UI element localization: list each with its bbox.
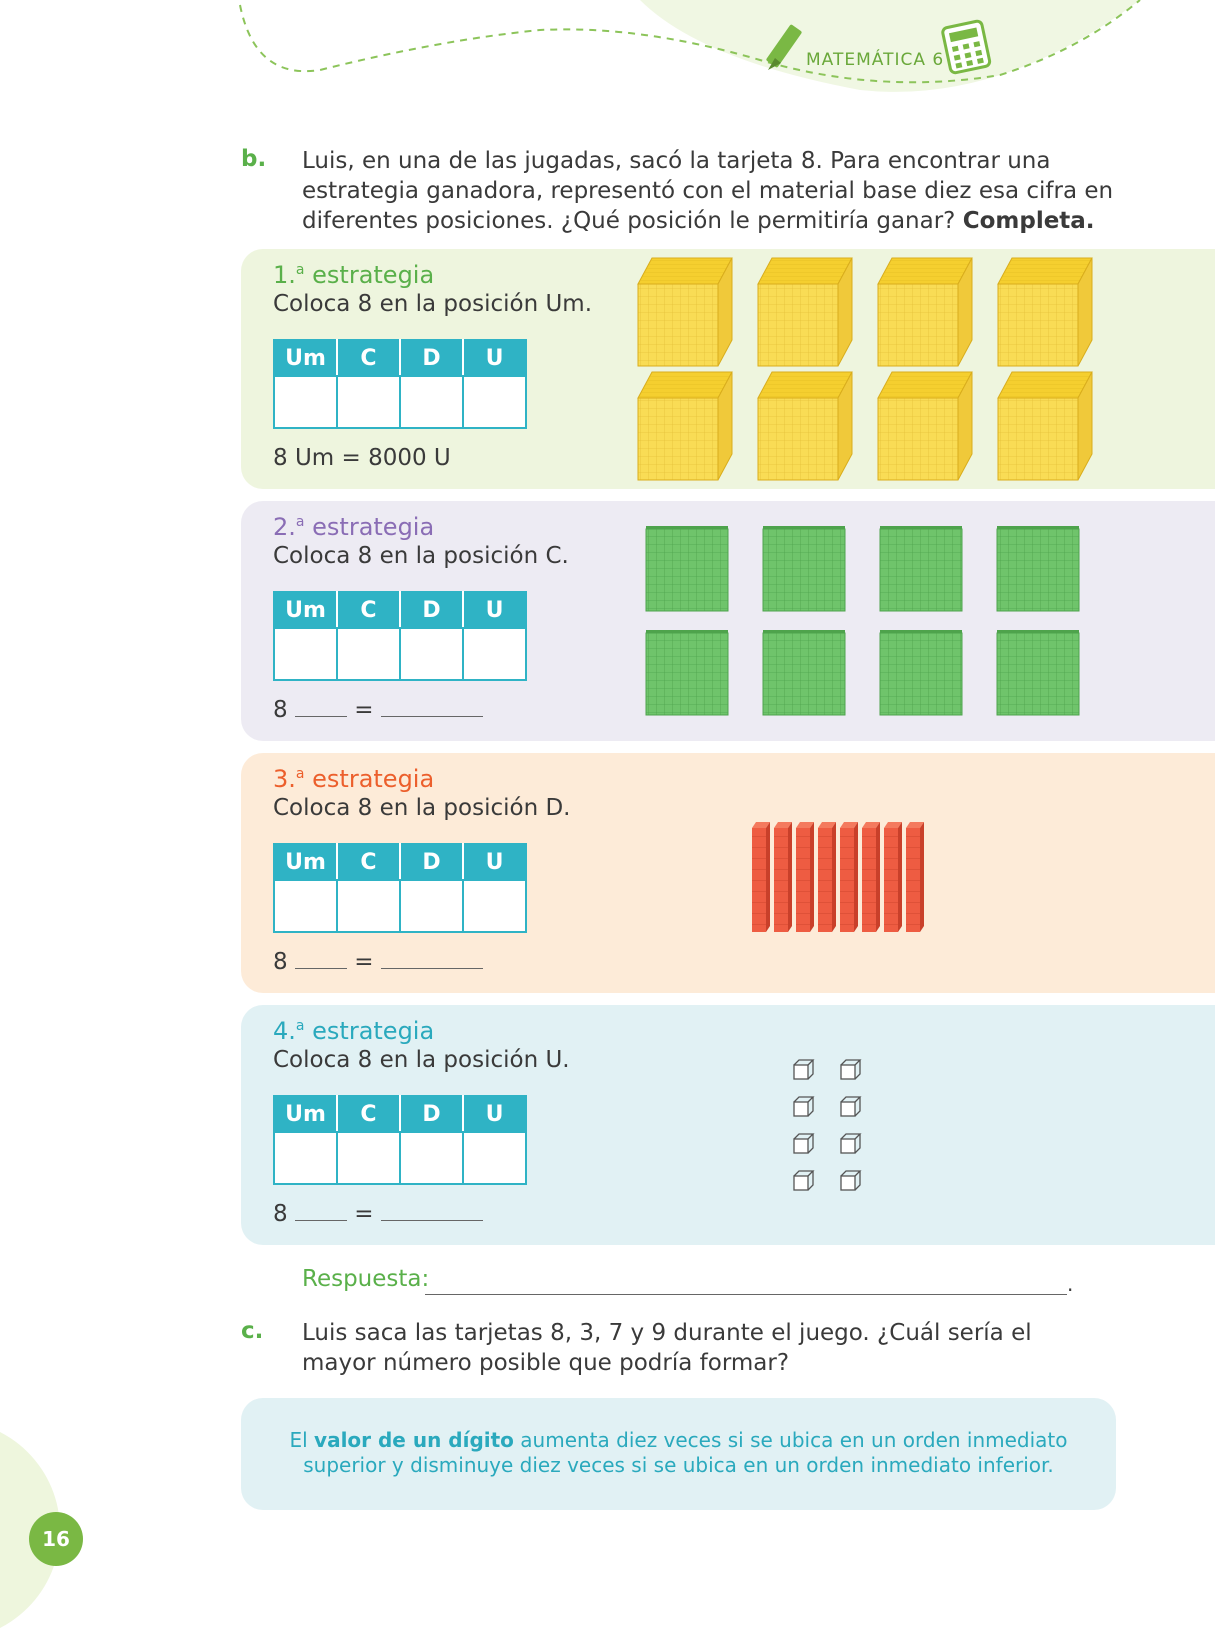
cell-um[interactable] [274,1132,337,1184]
strategy-instruction: Coloca 8 en la posición U. [273,1047,570,1073]
blank-unit[interactable] [295,700,347,717]
book-title: MATEMÁTICA 6 [806,50,945,70]
strategy-equation: 8 Um = 8000 U [273,445,451,471]
cell-d[interactable] [400,880,463,932]
place-value-table [273,1095,527,1185]
strategy-title: 2.$^a$ estrategia [273,513,435,541]
question-b-letter: b. [241,146,267,172]
cell-um[interactable] [274,880,337,932]
header-u: U [463,340,526,376]
cell-u[interactable] [463,376,526,428]
header-u: U [463,844,526,880]
cell-c[interactable] [337,880,400,932]
header-um: Um [274,340,337,376]
strategy-title: 3.$^a$ estrategia [273,765,435,793]
cell-um[interactable] [274,628,337,680]
cell-u[interactable] [463,628,526,680]
question-b-body: Luis, en una de las jugadas, sacó la tarjeta 8. Para encontrar una estrategia ganadora, representó con el material base diez esa cifra en diferentes posiciones. ¿Qué posición le permitiría ganar? [302,148,1114,234]
header-d: D [400,844,463,880]
header-d: D [400,340,463,376]
strategy-equation: 8 = [273,697,483,723]
info-text: El valor de un dígito aumenta diez veces si se ubica en un orden inmediato superior y disminuye diez veces si se ubica en un orden inmediato inferior. [289,1428,1068,1477]
calculator-icon [942,20,991,73]
cell-u[interactable] [463,880,526,932]
cell-d[interactable] [400,628,463,680]
cell-um[interactable] [274,376,337,428]
answer-label: Respuesta: [302,1266,430,1292]
place-value-table [273,843,527,933]
blank-value[interactable] [381,700,483,717]
page-number: 16 [29,1512,83,1566]
header-um: Um [274,844,337,880]
cell-c[interactable] [337,1132,400,1184]
strategy-box-1 [241,249,1215,489]
header-c: C [337,844,400,880]
question-b-emphasis: Completa. [962,208,1095,234]
strategy-box-3 [241,753,1215,993]
cell-c[interactable] [337,376,400,428]
header-u: U [463,592,526,628]
place-value-table [273,591,527,681]
answer-end: . [1067,1272,1074,1296]
blank-value[interactable] [381,952,483,969]
cell-c[interactable] [337,628,400,680]
header-u: U [463,1096,526,1132]
header-d: D [400,1096,463,1132]
strategy-box-2 [241,501,1215,741]
header-c: C [337,1096,400,1132]
strategy-instruction: Coloca 8 en la posición C. [273,543,569,569]
header-d: D [400,592,463,628]
strategy-box-4 [241,1005,1215,1245]
header-decoration [0,0,1215,110]
strategy-instruction: Coloca 8 en la posición Um. [273,291,593,317]
header-um: Um [274,1096,337,1132]
strategy-equation: 8 = [273,949,483,975]
info-box [241,1398,1116,1510]
header-c: C [337,592,400,628]
cell-d[interactable] [400,1132,463,1184]
strategy-instruction: Coloca 8 en la posición D. [273,795,571,821]
blank-value[interactable] [381,1204,483,1221]
blank-unit[interactable] [295,952,347,969]
answer-input-line[interactable] [425,1294,1067,1295]
strategy-title: 4.$^a$ estrategia [273,1017,435,1045]
question-c-text: Luis saca las tarjetas 8, 3, 7 y 9 durante el juego. ¿Cuál sería el mayor número posible que podría formar? [302,1320,1032,1376]
blank-unit[interactable] [295,1204,347,1221]
header-c: C [337,340,400,376]
info-bold: valor de un dígito [314,1428,514,1452]
cell-d[interactable] [400,376,463,428]
question-b-text [302,146,1122,236]
place-value-table [273,339,527,429]
strategy-title: 1.$^a$ estrategia [273,261,435,289]
question-c-letter: c. [241,1318,264,1344]
strategy-equation: 8 = [273,1201,483,1227]
header-um: Um [274,592,337,628]
cell-u[interactable] [463,1132,526,1184]
